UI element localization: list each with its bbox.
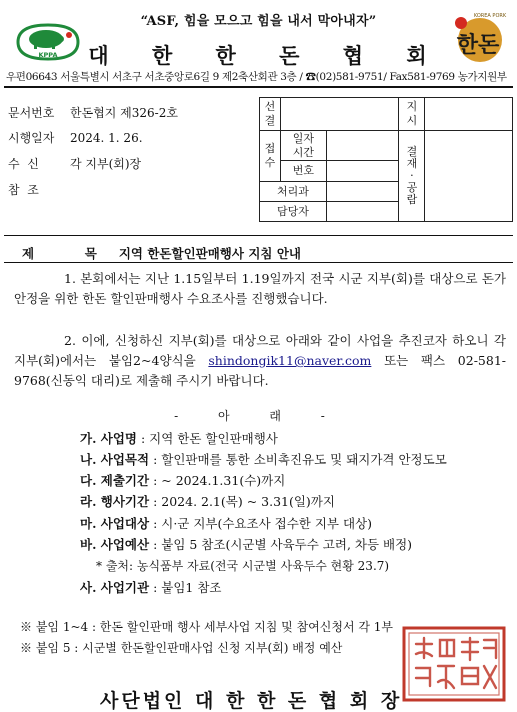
doc-number: 한돈협지 제326-2호 — [70, 106, 178, 120]
subject-row — [22, 244, 301, 262]
item-value: : ~ 2024.1.31(수)까지 — [149, 473, 286, 488]
doc-number-row — [8, 104, 178, 121]
kppa-logo-text: KPPA — [38, 51, 58, 59]
routing-datetime-label: 일자 시간 — [280, 131, 326, 161]
body-paragraph-2-a: 2. 이에, 신청하신 지부(회)를 대상으로 아래와 같이 사업을 추진코자 하오니 각 지부(회)에서는 붙임2~4양식을 — [14, 333, 506, 368]
korea-pork-caption: KOREA PORK — [473, 13, 507, 19]
subject-bottom-rule — [4, 262, 513, 263]
item-label: 라. 행사기간 — [80, 494, 150, 509]
routing-approval-cell[interactable] — [425, 131, 513, 222]
reference-label: 참 조 — [8, 183, 39, 197]
item-value: : 할인판매를 통한 소비촉진유도 및 돼지가격 안정도모 — [149, 452, 447, 467]
item-value: : 시·군 지부(수요조사 접수한 지부 대상) — [149, 516, 372, 531]
item-value: : 붙임 5 참조(시군별 사육두수 고려, 차등 배정) — [149, 537, 413, 552]
header-divider — [4, 86, 513, 88]
official-seal — [402, 626, 506, 702]
routing-number-cell[interactable] — [326, 161, 399, 182]
item-label: 가. 사업명 — [80, 431, 138, 446]
item-submission-period — [80, 471, 285, 489]
item-event-period — [80, 492, 335, 510]
item-purpose — [80, 450, 447, 468]
item-value: : 2024. 2.1(목) ~ 3.31(일)까지 — [149, 494, 335, 509]
item-value: : 붙임1 참조 — [149, 580, 222, 595]
routing-jeopsu-label: 접 수 — [260, 131, 281, 182]
item-target — [80, 514, 372, 532]
slogan: “ASF, 힘을 모으고 힘을 내서 막아내자” — [140, 14, 377, 29]
subject-top-rule — [4, 235, 513, 236]
item-budget — [80, 535, 412, 553]
recipient: 각 지부(회)장 — [70, 157, 142, 171]
routing-datetime-cell[interactable] — [326, 131, 399, 161]
attachment-line-2: ※ 붙임 5 : 시군별 한돈할인판매사업 신청 지부(회) 배정 예산 — [20, 641, 343, 655]
item-label: 마. 사업대상 — [80, 516, 150, 531]
item-agency — [80, 578, 221, 596]
subject-text: 지역 한돈할인판매행사 지침 안내 — [118, 246, 301, 261]
item-label: 바. 사업예산 — [80, 537, 150, 552]
org-title: 대 한 한 돈 협 회 — [88, 43, 445, 68]
date-label: 시행일자 — [8, 131, 55, 145]
routing-ji-label: 지 시 — [399, 98, 425, 131]
contact-email-link[interactable]: shindongik11@naver.com — [208, 353, 372, 368]
section-heading-ahrae: - 아 래 - — [174, 409, 343, 423]
org-address: 우편06643 서울특별시 서초구 서초중앙로6길 9 제2축산회관 3층 / ☎(02)581-9751/ Fax581-9769 농가지원부 — [6, 71, 507, 83]
attachment-line-1: ※ 붙임 1~4 : 한돈 할인판매 행사 세부사업 지침 및 참여신청서 각 1부 — [20, 620, 393, 634]
routing-number-label: 번호 — [280, 161, 326, 182]
body-paragraph-2 — [14, 331, 506, 391]
routing-ji-cell[interactable] — [425, 98, 513, 131]
korea-pork-logo-text: 한돈 — [456, 32, 500, 58]
budget-source-note: * 출처: 농식품부 자료(전국 시군별 사육두수 현황 23.7) — [96, 559, 390, 573]
item-project-name — [80, 429, 278, 447]
item-label: 사. 사업기관 — [80, 580, 150, 595]
item-label: 다. 제출기간 — [80, 473, 150, 488]
routing-dept-label: 처리과 — [260, 182, 327, 202]
reference-row — [8, 181, 70, 198]
routing-dept-cell[interactable] — [326, 182, 399, 202]
issue-date: 2024. 1. 26. — [70, 131, 143, 145]
routing-table — [259, 97, 513, 222]
date-row — [8, 129, 143, 146]
item-label: 나. 사업목적 — [80, 452, 150, 467]
routing-approval-label: 결 재 · 공 람 — [399, 131, 425, 222]
routing-officer-cell[interactable] — [326, 202, 399, 222]
routing-seon-label: 선 결 — [260, 98, 281, 131]
body-paragraph-1: 1. 본회에서는 지난 1.15일부터 1.19일까지 전국 시군 지부(회)를 대상으로 돈가안정을 위한 한돈 할인판매행사 수요조사를 진행했습니다. — [14, 271, 506, 306]
issuer-signature: 사단법인 대 한 한 돈 협 회 장 — [100, 690, 403, 712]
routing-seon-cell[interactable] — [280, 98, 398, 131]
korea-pork-logo — [442, 8, 510, 68]
body-paragraph-2-b: 또는 팩스 02-581-9768(신동익 대리)로 제출해 주시기 바랍니다. — [14, 353, 507, 388]
item-value: : 지역 한돈 할인판매행사 — [137, 431, 278, 446]
doc-number-label: 문서번호 — [8, 106, 55, 120]
recipient-row — [8, 155, 141, 172]
recipient-label: 수 신 — [8, 157, 39, 171]
subject-label: 제 목 — [22, 246, 111, 261]
routing-officer-label: 담당자 — [260, 202, 327, 222]
